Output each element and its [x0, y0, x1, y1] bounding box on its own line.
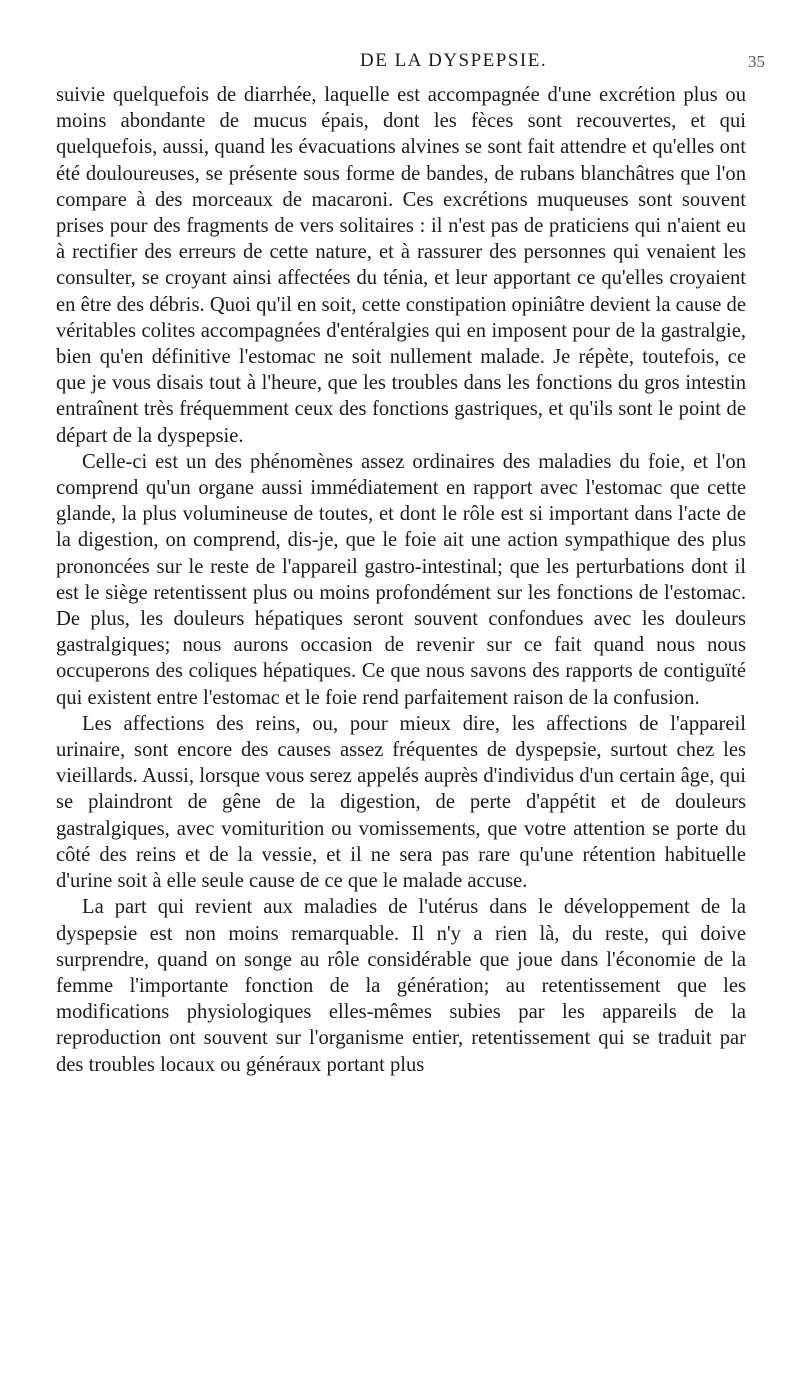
paragraph-uterus: La part qui revient aux maladies de l'utérus dans le développement de la dyspepsie est non moins remarquable. Il n'y a rien là, du reste, qui doive surprendre, quand on songe au rôle considérable que joue dans l'économie de la femme l'importante fonction de la génération; au retentissement que les modifications physiologiques elles-mêmes subies par les appareils de la reproduction ont souvent sur l'organisme entier, retentissement qui se traduit par des troubles locaux ou généraux portant plus	[56, 896, 746, 1076]
paragraph-liver: Celle-ci est un des phénomènes assez ordinaires des maladies du foie, et l'on comprend qu'un organe aussi immédiatement en rapport avec l'estomac que cette glande, la plus volumineuse de toutes, et dont le rôle est si important dans l'acte de la digestion, on comprend, dis-je, que le foie ait une action sympathique des plus prononcées sur le reste de l'appareil gastro-intestinal; que les perturbations dont il est le siège retentissent plus ou moins profondément sur les fonctions de l'estomac. De plus, les douleurs hépatiques seront souvent confondues avec les douleurs gastralgiques; nous aurons occasion de revenir sur ce fait quand nous nous occuperons des coliques hépatiques. Ce que nous savons des rapports de contiguïté qui existent entre l'estomac et le foie rend parfaitement raison de la confusion.	[56, 450, 746, 709]
body-text	[56, 82, 746, 1078]
paragraph-kidneys: Les affections des reins, ou, pour mieux dire, les affections de l'appareil urinaire, sont encore des causes assez fréquentes de dyspepsie, surtout chez les vieillards. Aussi, lorsque vous serez appelés auprès d'individus d'un certain âge, qui se plaindront de gêne de la digestion, de perte d'appétit et de douleurs gastralgiques, avec vomiturition ou vomissements, que votre attention se porte du côté des reins et de la vessie, et il ne sera pas rare qu'une rétention habituelle d'urine soit à elle seule cause de ce que le malade accuse.	[56, 712, 746, 893]
running-title: DE LA DYSPEPSIE.	[360, 50, 548, 71]
paragraph-continuation: suivie quelquefois de diarrhée, laquelle est accompagnée d'une excrétion plus ou moins abondante de mucus épais, dont les fèces sont recouvertes, et qui quelquefois, aussi, quand les évacuations alvines se sont fait attendre et qu'elles ont été douloureuses, se présente sous forme de bandes, de rubans blanchâtres que l'on compare à des morceaux de macaroni. Ces excrétions muqueuses sont souvent prises pour des fragments de vers solitaires : il n'est pas de praticiens qui n'aient eu à rectifier des erreurs de cette nature, et à rassurer des personnes qui venaient les consulter, se croyant ainsi affectées du ténia, et leur apportant ce qu'elles croyaient en être des débris. Quoi qu'il en soit, cette constipation opiniâtre devient la cause de véritables colites accompagnées d'entéralgies qui en imposent pour de la gastralgie, bien qu'en définitive l'estomac ne soit nullement malade. Je répète, toutefois, ce que je vous disais tout à l'heure, que les troubles dans les fonctions du gros intestin entraînent très fréquemment ceux des fonctions gastriques, et qu'ils sont le point de départ de la dyspepsie.	[56, 84, 746, 447]
page-number: 35	[748, 52, 765, 71]
running-header	[0, 50, 800, 78]
